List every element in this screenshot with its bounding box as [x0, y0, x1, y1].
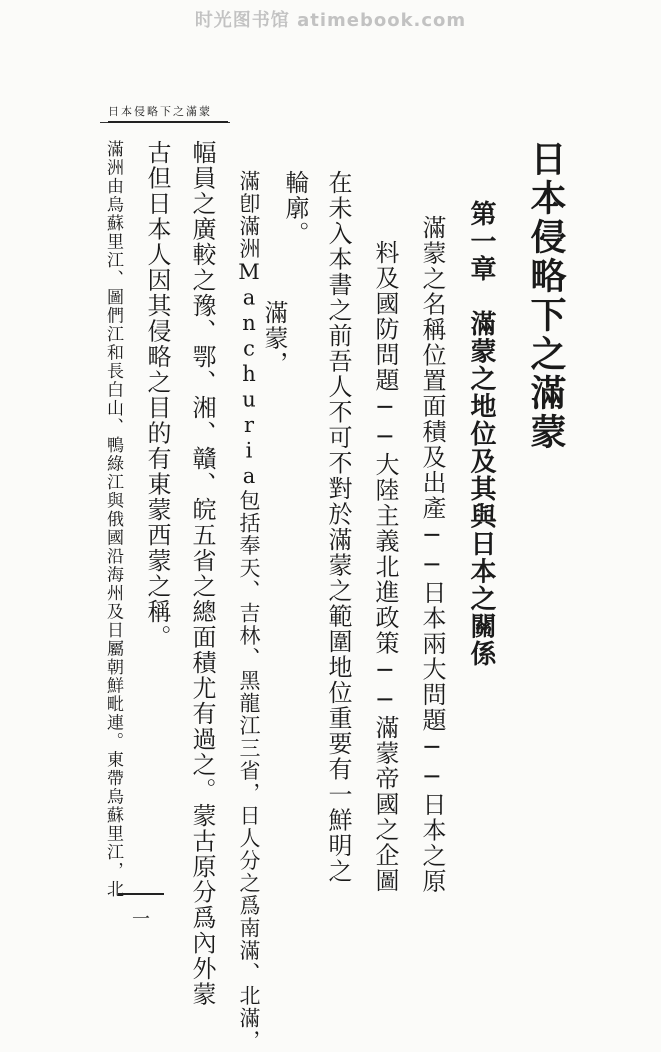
text-column-6: 滿卽滿洲Manchuria包括奉天、吉林、黑龍江三省，日人分之爲南滿、北滿， [237, 170, 261, 1052]
text-column-5: 滿蒙， [260, 300, 288, 377]
text-column-7: 幅員之廣較之豫、鄂、湘、贛、皖五省之總面積尤有過之。蒙古原分爲內外蒙 [188, 140, 216, 1007]
chapter-heading: 第一章 滿蒙之地位及其與日本之關係 [466, 200, 496, 668]
book-title: 日本侵略下之滿蒙 [525, 140, 567, 452]
text-column-9: 滿洲由烏蘇里江、圖們江和長白山、鴨綠江與俄國沿海州及日屬朝鮮毗連。東帶烏蘇里江，北 [103, 140, 123, 899]
text-column-4: 輪廓。 [281, 170, 309, 247]
text-column-3: 在未入本書之前吾人不可不對於滿蒙之範圍地位重要有一鮮明之 [324, 170, 352, 884]
text-column-2: 料及國防問題──大陸主義北進政策──滿蒙帝國之企圖 [371, 240, 399, 894]
footer-rule [118, 893, 164, 895]
watermark-text: 时光图书馆 atimebook.com [194, 10, 467, 31]
running-header: 日本侵略下之滿蒙 [108, 103, 228, 123]
text-column-8: 古但日本人因其侵略之目的有東蒙西蒙之稱。 [143, 140, 171, 650]
text-column-1: 滿蒙之名稱位置面積及出產──日本兩大問題──日本之原 [418, 215, 446, 894]
page-number: 一 [132, 909, 150, 930]
